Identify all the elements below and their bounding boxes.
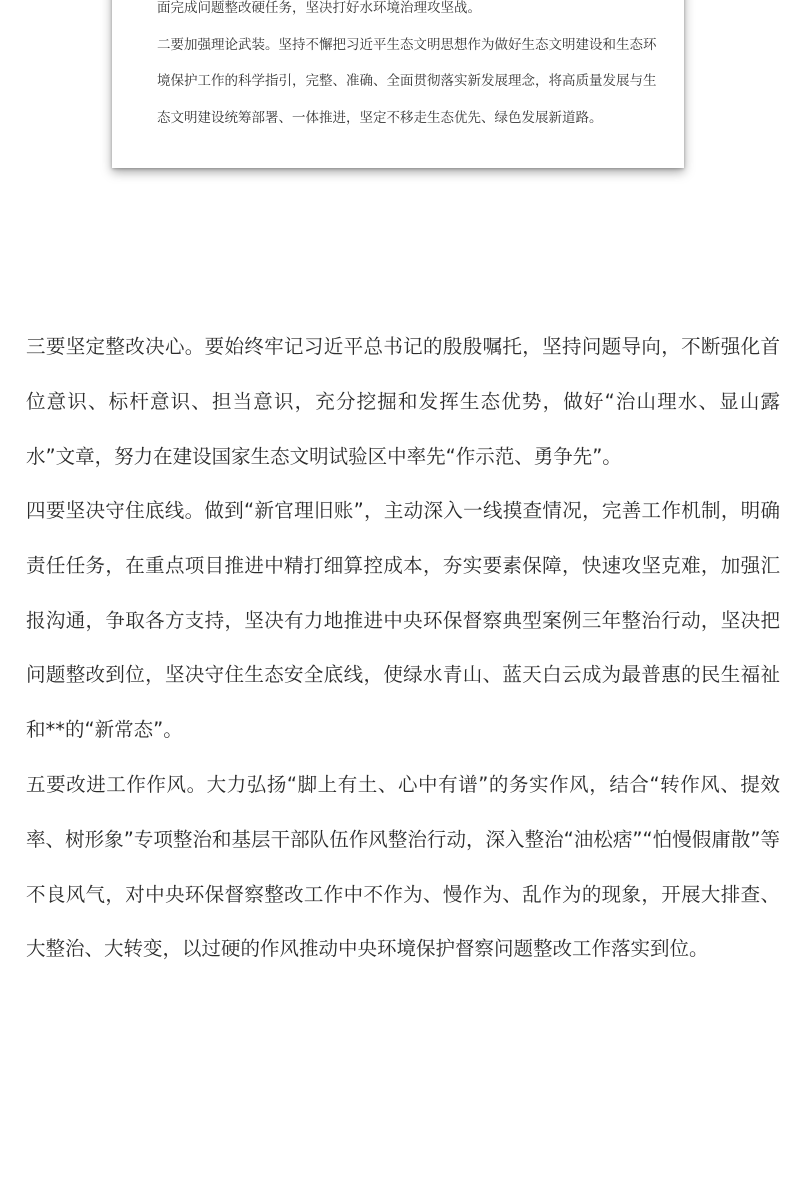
paragraph-4 — [26, 484, 780, 758]
document-preview-card — [112, 0, 684, 168]
paragraph-3 — [26, 320, 780, 484]
paragraph-5-text: 五要改进工作作风。大力弘扬“脚上有土、心中有谱”的务实作风，结合“转作风、提效率、树形象”专项整治和基层干部队伍作风整治行动，深入整治“油松痞”“怕慢假庸散”等不良风气，对中央环保督察整改工作中不作为、慢作为、乱作为的现象，开展大排查、大整治、大转变，以过硬的作风推动中央环境保护督察问题整改工作落实到位。 — [26, 773, 780, 961]
card-paragraph-1-tail: 面完成问题整改硬任务，坚决打好水环境治理攻坚战。 — [157, 0, 481, 16]
paragraph-3-text: 三要坚定整改决心。要始终牢记习近平总书记的殷殷嘱托，坚持问题导向，不断强化首位意识、标杆意识、担当意识，充分挖掘和发挥生态优势，做好“治山理水、显山露水”文章，努力在建设国家生态文明试验区中率先“作示范、勇争先”。 — [26, 335, 780, 468]
paragraph-5 — [26, 758, 780, 977]
card-paragraph-2: 二要加强理论武装。坚持不懈把习近平生态文明思想作为做好生态文明建设和生态环境保护工作的科学指引，完整、准确、全面贯彻落实新发展理念，将高质量发展与生态文明建设统筹部署、一体推进，坚定不移走生态优先、绿色发展新道路。 — [157, 37, 657, 126]
paragraph-4-text: 四要坚决守住底线。做到“新官理旧账”，主动深入一线摸查情况，完善工作机制，明确责任任务，在重点项目推进中精打细算控成本，夯实要素保障，快速攻坚克难，加强汇报沟通，争取各方支持，坚决有力地推进中央环保督察典型案例三年整治行动，坚决把问题整改到位，坚决守住生态安全底线，使绿水青山、蓝天白云成为最普惠的民生福祉和**的“新常态”。 — [26, 499, 780, 742]
